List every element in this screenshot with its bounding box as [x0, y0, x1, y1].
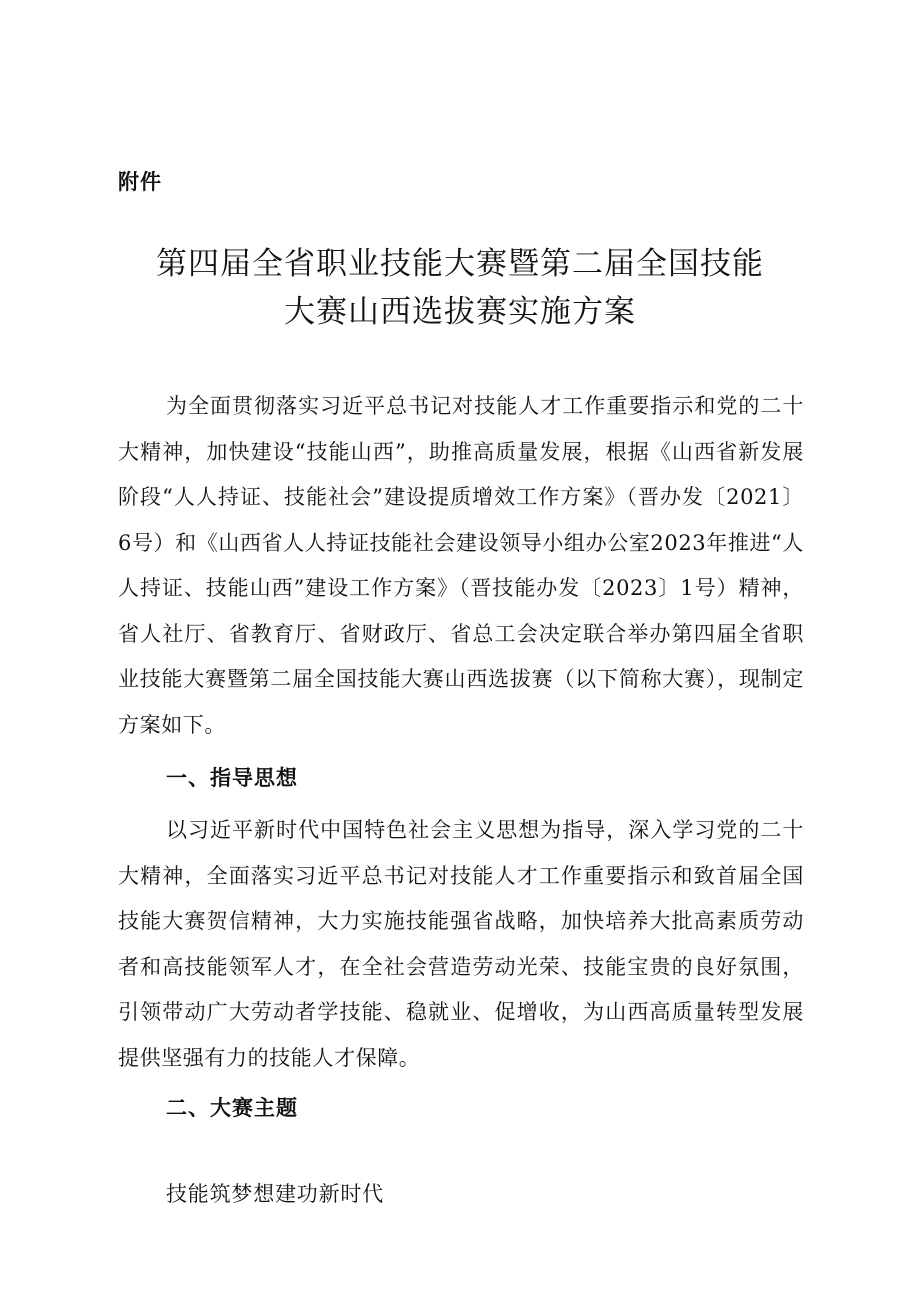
- intro-paragraph: 为全面贯彻落实习近平总书记对技能人才工作重要指示和党的二十大精神，加快建设“技能山西”，助推高质量发展，根据《山西省新发展阶段“人人持证、技能社会”建设提质增效工作方案》（晋办发〔2021〕6号）和《山西省人人持证技能社会建设领导小组办公室2023年推进“人人持证、技能山西”建设工作方案》（晋技能办发〔2023〕1号）精神，省人社厅、省教育厅、省财政厅、省总工会决定联合举办第四届全省职业技能大赛暨第二届全国技能大赛山西选拔赛（以下简称大赛），现制定方案如下。: [118, 394, 804, 737]
- guiding-ideology-paragraph: 以习近平新时代中国特色社会主义思想为指导，深入学习党的二十大精神，全面落实习近平总书记对技能人才工作重要指示和致首届全国技能大赛贺信精神，大力实施技能强省战略，加快培养大批高素质劳动者和高技能领军人才，在全社会营造劳动光荣、技能宝贵的良好氛围，引领带动广大劳动者学技能、稳就业、促增收，为山西高质量转型发展提供坚强有力的技能人才保障。: [118, 818, 804, 1070]
- intro-section: [118, 384, 804, 748]
- attachment-label: 附件: [118, 170, 162, 194]
- section-heading-guiding-ideology: 一、指导思想: [166, 766, 298, 790]
- guiding-ideology-section: [118, 808, 804, 1081]
- contest-theme-text: 技能筑梦想建功新时代: [166, 1182, 384, 1206]
- title-line-1: 第四届全省职业技能大赛暨第二届全国技能: [156, 246, 764, 282]
- title-line-2: 大赛山西选拔赛实施方案: [284, 294, 636, 330]
- section-heading-contest-theme: 二、大赛主题: [166, 1096, 298, 1120]
- document-title: [110, 240, 810, 336]
